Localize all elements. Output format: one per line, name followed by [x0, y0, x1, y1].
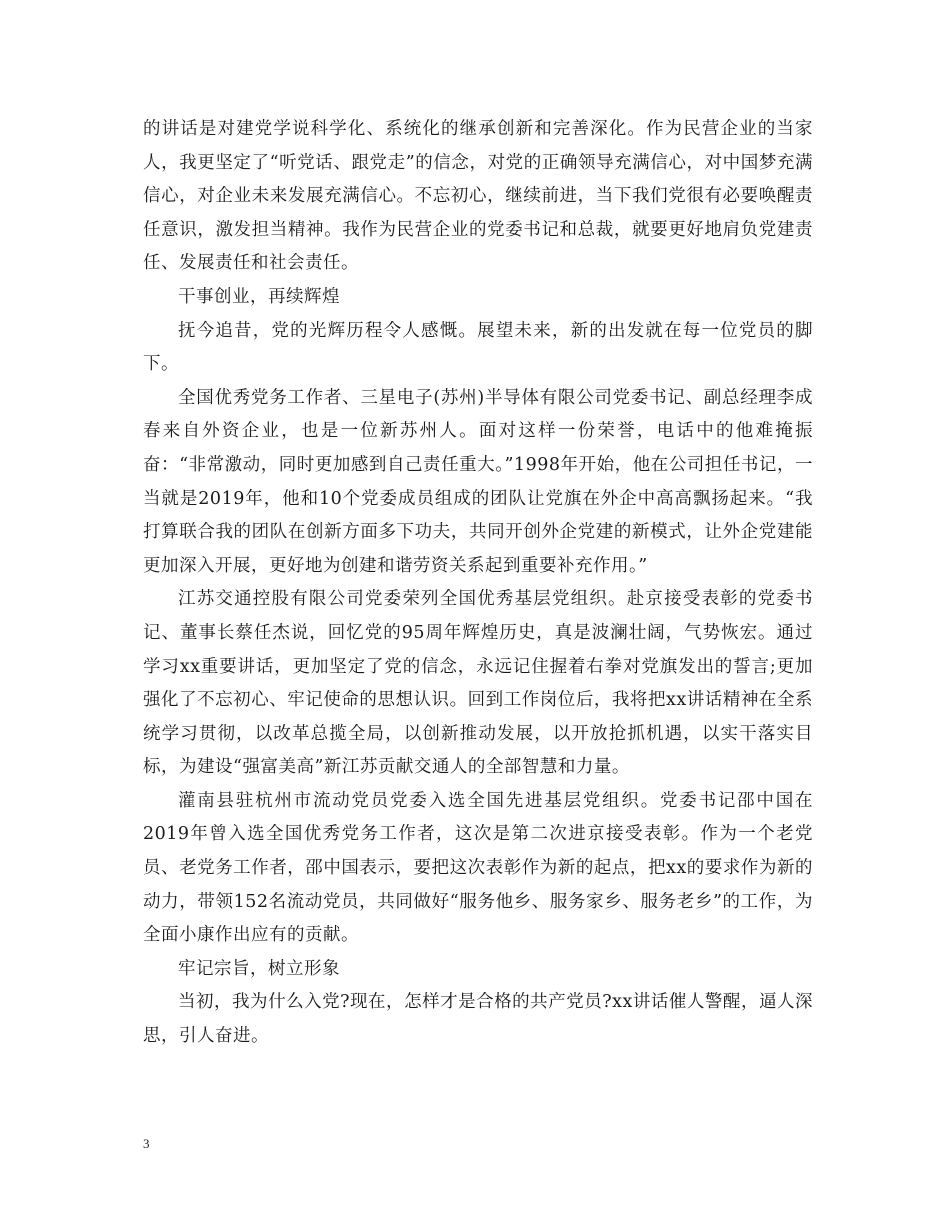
- paragraph-6: 当初，我为什么入党?现在，怎样才是合格的共产党员?xx讲话催人警醒，逼人深思，引人奋进。: [143, 992, 813, 1047]
- page-number: 3: [143, 1136, 150, 1151]
- paragraph-1: 的讲话是对建党学说科学化、系统化的继承创新和完善深化。作为民营企业的当家人，我更坚定了“听党话、跟党走”的信念，对党的正确领导充满信心，对中国梦充满信心，对企业未来发展充满信心。不忘初心，继续前进，当下我们党很有必要唤醒责任意识，激发担当精神。我作为民营企业的党委书记和总裁，就要更好地肩负党建责任、发展责任和社会责任。: [143, 119, 813, 274]
- paragraph-4: 江苏交通控股有限公司党委荣列全国优秀基层党组织。赴京接受表彰的党委书记、董事长蔡任杰说，回忆党的95周年辉煌历史，真是波澜壮阔，气势恢宏。通过学习xx重要讲话，更加坚定了党的信念，永远记住握着右拳对党旗发出的誓言;更加强化了不忘初心、牢记使命的思想认识。回到工作岗位后，我将把xx讲话精神在全系统学习贯彻，以改革总揽全局，以创新推动发展，以开放抢抓机遇，以实干落实目标，为建设“强富美高”新江苏贡献交通人的全部智慧和力量。: [143, 589, 813, 778]
- section-heading-1: 干事创业，再续辉煌: [178, 286, 340, 307]
- paragraph-5: 灌南县驻杭州市流动党员党委入选全国先进基层党组织。党委书记邵中国在2019年曾入选全国优秀党务工作者，这次是第二次进京接受表彰。作为一个老党员、老党务工作者，邵中国表示，要把这次表彰作为新的起点，把xx的要求作为新的动力，带领152名流动党员，共同做好“服务他乡、服务家乡、服务老乡”的工作，为全面小康作出应有的贡献。: [143, 790, 813, 946]
- document-body: [143, 113, 813, 1054]
- paragraph-3: 全国优秀党务工作者、三星电子(苏州)半导体有限公司党委书记、副总经理李成春来自外资企业，也是一位新苏州人。面对这样一份荣誉，电话中的他难掩振奋：“非常激动，同时更加感到自己责任重大。”1998年开始，他在公司担任书记，一当就是2019年，他和10个党委成员组成的团队让党旗在外企中高高飘扬起来。“我打算联合我的团队在创新方面多下功夫，共同开创外企党建的新模式，让外企党建能更加深入开展，更好地为创建和谐劳资关系起到重要补充作用。”: [143, 387, 813, 576]
- paragraph-2: 抚今追昔，党的光辉历程令人感慨。展望未来，新的出发就在每一位党员的脚下。: [143, 320, 813, 375]
- section-heading-2: 牢记宗旨，树立形象: [178, 958, 340, 979]
